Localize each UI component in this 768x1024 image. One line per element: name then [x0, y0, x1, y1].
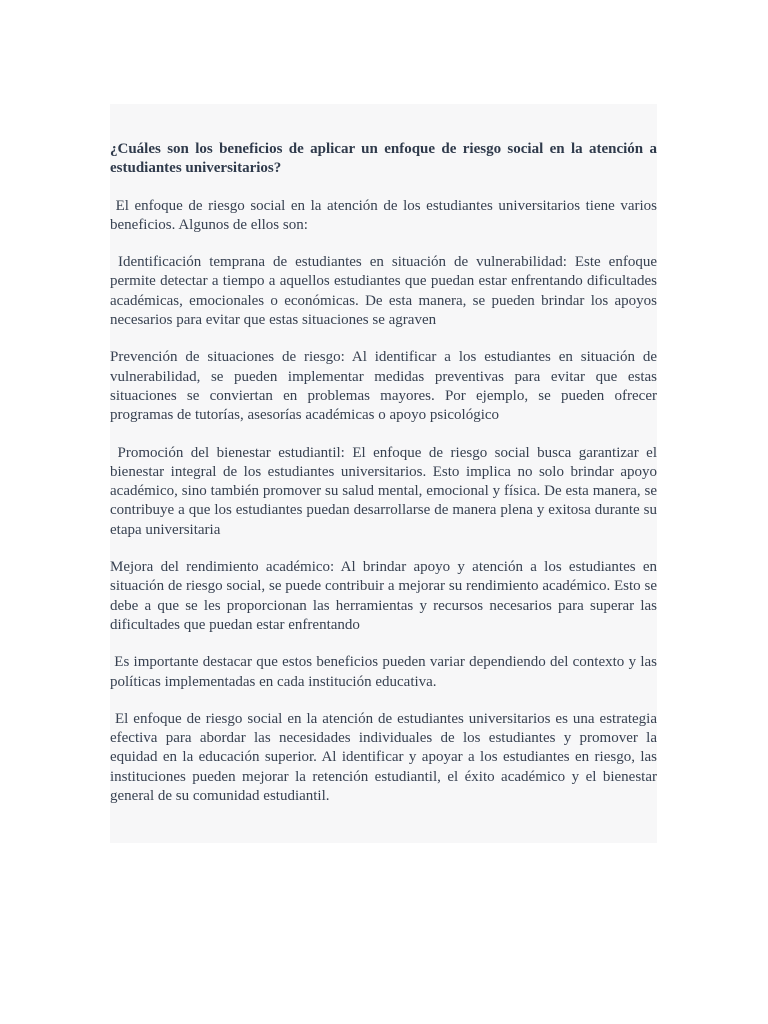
paragraph-early-identification: Identificación temprana de estudiantes en situación de vulnerabilidad: Este enfoque permite detectar a tiempo a aquellos estudiantes que puedan estar enfrentando dificultades académicas, emocionales o económicas. De esta manera, se pueden brindar los apoyos necesarios para evitar que estas situaciones se agraven [110, 254, 661, 329]
document-content [110, 104, 661, 843]
paragraph-wellbeing-promotion: Promoción del bienestar estudiantil: El enfoque de riesgo social busca garantizar el bienestar integral de los estudiantes universitarios. Esto implica no solo brindar apoyo académico, sino también promover su salud mental, emocional y física. De esta manera, se contribuye a que los estudiantes puedan desarrollarse de manera plena y exitosa durante su etapa universitaria [110, 444, 661, 538]
paragraph-risk-prevention: Prevención de situaciones de riesgo: Al identificar a los estudiantes en situación de vulnerabilidad, se pueden implementar medidas preventivas para evitar que estas situaciones se conviertan en problemas mayores. Por ejemplo, se pueden ofrecer programas de tutorías, asesorías académicas o apoyo psicológico [110, 349, 661, 424]
paragraph-intro: El enfoque de riesgo social en la atención de los estudiantes universitarios tiene varios beneficios. Algunos de ellos son: [110, 197, 661, 233]
paragraph-conclusion: El enfoque de riesgo social en la atención de estudiantes universitarios es una estrategia efectiva para abordar las necesidades individuales de los estudiantes y promover la equidad en la educación superior. Al identificar y apoyar a los estudiantes en riesgo, las instituciones pueden mejorar la retención estudiantil, el éxito académico y el bienestar general de su comunidad estudiantil. [110, 710, 661, 805]
paragraph-context-note: Es importante destacar que estos beneficios pueden variar dependiendo del contexto y las políticas implementadas en cada institución educativa. [110, 654, 661, 690]
document-title: ¿Cuáles son los beneficios de aplicar un enfoque de riesgo social en la atención a estudiantes universitarios? [110, 141, 661, 177]
paragraph-academic-performance: Mejora del rendimiento académico: Al brindar apoyo y atención a los estudiantes en situación de riesgo social, se puede contribuir a mejorar su rendimiento académico. Esto se debe a que se les proporcionan las herramientas y recursos necesarios para superar las dificultades que puedan estar enfrentando [110, 559, 661, 633]
